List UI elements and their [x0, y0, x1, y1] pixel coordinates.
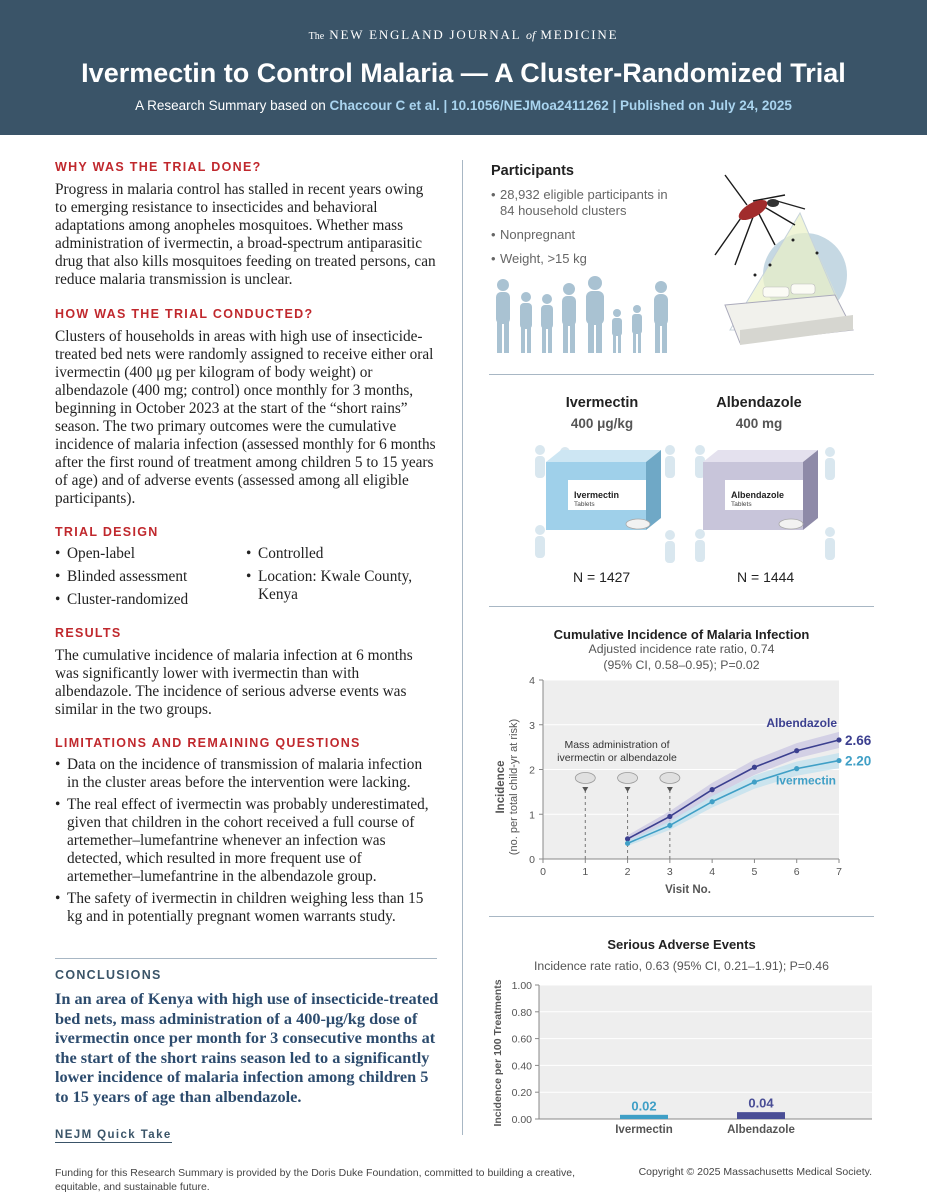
limitation-item: • The real effect of ivermectin was probably underestimated, given that children in the cohort received a full course of artemether–lumefantrine whenever an infection was detected, which resulted in more frequent use of artemether–lumefantrine in the albendazole group. — [55, 796, 437, 886]
final-value-albendazole: 2.66 — [845, 732, 872, 748]
left-column — [55, 160, 437, 926]
data-point — [836, 758, 841, 763]
y-tick-label: 2 — [529, 764, 535, 777]
bar-chart — [489, 975, 889, 1140]
data-point — [667, 823, 672, 828]
design-heading: TRIAL DESIGN — [55, 525, 159, 539]
doi-link[interactable]: 10.1056/NEJMoa2411262 — [451, 98, 609, 113]
y-tick-label: 0 — [529, 854, 535, 866]
limitation-item: • The safety of ivermectin in children weighing less than 15 kg and in potentially pregnant women warrants study. — [55, 890, 437, 926]
annotation: ivermectin or albendazole — [557, 752, 677, 764]
design-list — [55, 545, 437, 613]
series-label-ivermectin: Ivermectin — [775, 773, 836, 788]
column-divider — [462, 160, 463, 1135]
y-tick-label: 0.20 — [511, 1087, 532, 1100]
section-divider — [489, 916, 874, 917]
funding-note: Funding for this Research Summary is provided by the Doris Duke Foundation, committed to building a creative, equitable, and sustainable future. — [55, 1167, 575, 1193]
y-tick-label: 1 — [529, 809, 535, 822]
pill-icon — [660, 773, 680, 784]
limitation-item: • Data on the incidence of transmission of malaria infection in the cluster areas before the intervention were lacking. — [55, 756, 437, 792]
y-axis-label: Incidence per 100 Treatments — [492, 979, 504, 1127]
data-point — [794, 766, 799, 771]
data-point — [625, 841, 630, 846]
data-point — [794, 748, 799, 753]
line-chart — [489, 672, 889, 902]
authors-link[interactable]: Chaccour C et al. — [329, 98, 440, 113]
bar-chart-subtitle: Incidence rate ratio, 0.63 (95% CI, 0.21–1.91); P=0.46 — [534, 959, 829, 973]
mosquito-bednet-icon — [695, 165, 855, 350]
albendazole-label: Albendazole — [716, 395, 802, 411]
albendazole-dose: 400 mg — [735, 416, 783, 431]
pill-icon — [575, 773, 595, 784]
results-text: The cumulative incidence of malaria infection at 6 months was significantly lower with ivermectin than with albendazole. The incidence of serious adverse events was similar in the two groups. — [55, 647, 413, 718]
y-tick-label: 1.00 — [511, 980, 532, 992]
line-chart-title: Cumulative Incidence of Malaria Infection — [553, 627, 810, 642]
copyright: Copyright © 2025 Massachusetts Medical Society. — [638, 1166, 872, 1178]
x-tick-label: 2 — [624, 866, 631, 878]
bar-chart-title: Serious Adverse Events — [607, 937, 756, 952]
x-tick-label: 7 — [836, 866, 842, 878]
design-item: • Open-label — [55, 545, 188, 563]
x-tick-label: 1 — [582, 866, 589, 878]
albendazole-n: N = 1444 — [737, 569, 795, 585]
plot-area — [539, 985, 872, 1119]
line-chart-subtitle: Adjusted incidence rate ratio, 0.74 (95% CI, 0.58–0.95); P=0.02 — [588, 642, 775, 672]
citation-line: A Research Summary based on Chaccour C et al. | 10.1056/NEJMoa2411262 | Published on July 24, 2025 — [135, 98, 792, 113]
design-item: • Controlled — [246, 545, 426, 563]
people-silhouettes-icon — [491, 275, 691, 357]
section-divider — [55, 958, 437, 959]
x-category-label: Albendazole — [727, 1124, 795, 1136]
ivermectin-label: Ivermectin — [565, 395, 639, 411]
bar-ivermectin — [620, 1115, 668, 1119]
x-tick-label: 3 — [666, 866, 673, 878]
participant-item: • Nonpregnant — [491, 227, 671, 243]
data-point — [625, 836, 630, 841]
annotation: Mass administration of — [564, 739, 670, 751]
section-divider — [489, 374, 874, 375]
x-tick-label: 6 — [793, 866, 800, 878]
y-tick-label: 0.60 — [511, 1033, 532, 1046]
participants-list — [491, 187, 671, 275]
data-point — [667, 814, 672, 819]
limitations-list — [55, 756, 437, 926]
quick-take-link[interactable]: NEJM Quick Take — [55, 1129, 172, 1141]
series-label-albendazole: Albendazole — [766, 715, 837, 730]
data-point — [710, 787, 715, 792]
conclusions-text: In an area of Kenya with high use of insecticide-treated bed nets, mass administration of a 400-μg/kg dose of ivermectin once per month for 3 consecutive months at the start of the short rains season led to a significantly lower incidence of malaria infection among children 5 to 15 years of age than albendazole. — [55, 989, 439, 1106]
ivermectin-dose: 400 μg/kg — [570, 416, 634, 431]
x-category-label: Ivermectin — [615, 1124, 673, 1136]
data-point — [710, 799, 715, 804]
x-tick-label: 0 — [540, 866, 546, 878]
y-tick-label: 4 — [529, 675, 535, 687]
participant-item: • 28,932 eligible participants in 84 household clusters — [491, 187, 671, 219]
design-item: • Blinded assessment — [55, 568, 188, 586]
data-point — [752, 779, 757, 784]
y-tick-label: 0.40 — [511, 1060, 532, 1073]
y-axis-label: (no. per total child-yr at risk) — [508, 718, 520, 856]
participant-item: • Weight, >15 kg — [491, 251, 671, 267]
y-tick-label: 0.00 — [511, 1114, 532, 1126]
bar-value-label: 0.04 — [748, 1095, 774, 1111]
ivermectin-n: N = 1427 — [573, 569, 631, 585]
conclusions-heading: CONCLUSIONS — [55, 968, 162, 982]
journal-masthead: The NEW ENGLAND JOURNAL of MEDICINE — [308, 27, 619, 42]
data-point — [836, 737, 841, 742]
y-axis-label: Incidence — [495, 760, 507, 814]
x-tick-label: 5 — [751, 866, 758, 878]
header-banner — [0, 0, 927, 135]
design-item: • Cluster-randomized — [55, 591, 188, 609]
x-axis-label: Visit No. — [665, 884, 711, 896]
design-item: • Location: Kwale County, Kenya — [246, 568, 426, 604]
bar-albendazole — [737, 1112, 785, 1119]
why-text: Progress in malaria control has stalled in recent years owing to emerging resistance to insecticides and behavioral adaptations among anopheles mosquitoes. Whether mass administration of ivermectin, a broad-spectrum antiparasitic drug that also kills mosquitoes feeding on treated persons, can reduce malaria transmission is unclear. — [55, 181, 436, 288]
final-value-ivermectin: 2.20 — [845, 753, 872, 769]
pill-icon — [618, 773, 638, 784]
ivermectin-box: Ivermectin Tablets — [546, 450, 661, 532]
how-text: Clusters of households in areas with high use of insecticide-treated bed nets were randomly assigned to receive either oral ivermectin (400 μg per kilogram of body weight) or albendazole (400 mg; control) once monthly for 3 months, beginning in October 2023 at the start of the “short rains” season. The two primary outcomes were the cumulative incidence of malaria infection (assessed monthly for 6 months after the first round of treatment among children 5 to 15 years of age) and of adverse events (assessed among all eligible participants). — [55, 328, 436, 507]
bar-chart-marks — [512, 980, 872, 1136]
data-point — [752, 765, 757, 770]
results-heading: RESULTS — [55, 626, 122, 640]
page-title: Ivermectin to Control Malaria — A Cluster-Randomized Trial — [81, 58, 846, 88]
bar-value-label: 0.02 — [631, 1098, 657, 1114]
y-tick-label: 0.80 — [511, 1006, 532, 1019]
section-divider — [489, 606, 874, 607]
limitations-heading: LIMITATIONS AND REMAINING QUESTIONS — [55, 736, 361, 750]
participants-title: Participants — [491, 163, 574, 179]
albendazole-box: Albendazole Tablets — [703, 450, 818, 532]
why-heading: WHY WAS THE TRIAL DONE? — [55, 160, 262, 174]
published-date: Published on July 24, 2025 — [620, 98, 792, 113]
x-tick-label: 4 — [709, 866, 716, 878]
how-heading: HOW WAS THE TRIAL CONDUCTED? — [55, 307, 314, 321]
y-tick-label: 3 — [529, 719, 535, 732]
